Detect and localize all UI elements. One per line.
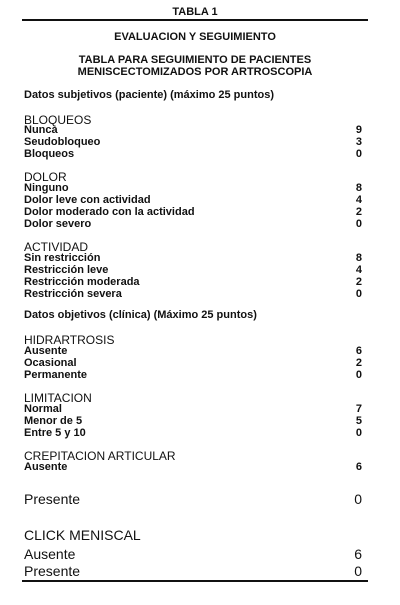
bottom-rule: [22, 580, 368, 582]
limitacion-title: LIMITACION: [24, 391, 92, 405]
crepitacion-row-label: Presente: [24, 491, 81, 507]
hidrartrosis-row-label: Permanente: [24, 369, 87, 381]
limitacion-row-value: 0: [355, 427, 362, 439]
crepitacion-row-label: Ausente: [24, 461, 68, 473]
dolor-row-value: 2: [355, 206, 362, 218]
limitacion-row-value: 5: [355, 415, 362, 427]
hidrartrosis-row-value: 6: [355, 345, 362, 357]
table-label: TABLA 1: [172, 6, 218, 18]
actividad-row-label: Restricción leve: [24, 264, 109, 276]
actividad-title: ACTIVIDAD: [24, 240, 89, 254]
limitacion-row-label: Menor de 5: [24, 415, 83, 427]
actividad-row-label: Restricción severa: [24, 288, 122, 300]
table-heading: EVALUACION Y SEGUIMIENTO: [114, 31, 276, 43]
click-title: CLICK MENISCAL: [24, 527, 141, 543]
dolor-row-value: 8: [355, 182, 362, 194]
dolor-row-label: Dolor severo: [24, 218, 92, 230]
limitacion-row-label: Entre 5 y 10: [24, 427, 86, 439]
actividad-row-value: 4: [355, 264, 362, 276]
bloqueos-row-value: 0: [355, 148, 362, 160]
actividad-row-label: Restricción moderada: [24, 276, 140, 288]
hidrartrosis-row-label: Ausente: [24, 345, 68, 357]
actividad-row-value: 2: [355, 276, 362, 288]
crepitacion-title: CREPITACION ARTICULAR: [24, 449, 176, 463]
table-subheading-2: MENISCECTOMIZADOS POR ARTROSCOPIA: [77, 66, 313, 78]
actividad-row-label: Sin restricción: [24, 252, 101, 264]
bloqueos-row-label: Nunca: [24, 124, 58, 136]
limitacion-row-label: Normal: [24, 403, 62, 415]
bloqueos-row-value: 3: [355, 136, 362, 148]
subjective-title: Datos subjetivos (paciente) (máximo 25 puntos): [24, 89, 274, 101]
dolor-title: DOLOR: [24, 170, 67, 184]
table-subheading-1: TABLA PARA SEGUIMIENTO DE PACIENTES: [78, 54, 312, 66]
objective-title: Datos objetivos (clínica) (Máximo 25 puntos): [24, 309, 257, 321]
click-row-value: 6: [354, 546, 362, 562]
actividad-row-value: 0: [355, 288, 362, 300]
dolor-row-label: Dolor leve con actividad: [24, 194, 151, 206]
click-row-label: Presente: [24, 563, 81, 579]
limitacion-row-value: 7: [355, 403, 362, 415]
crepitacion-row-value: 6: [355, 461, 362, 473]
crepitacion-row-value: 0: [354, 491, 362, 507]
actividad-row-value: 8: [355, 252, 362, 264]
hidrartrosis-row-value: 2: [355, 357, 362, 369]
dolor-row-label: Dolor moderado con la actividad: [24, 206, 195, 218]
dolor-row-value: 0: [355, 218, 362, 230]
hidrartrosis-row-label: Ocasional: [24, 357, 77, 369]
dolor-row-label: Ninguno: [24, 182, 69, 194]
bloqueos-row-value: 9: [355, 124, 362, 136]
click-row-label: Ausente: [24, 546, 76, 562]
dolor-row-value: 4: [355, 194, 362, 206]
bloqueos-row-label: Bloqueos: [24, 148, 75, 160]
click-row-value: 0: [354, 563, 362, 579]
hidrartrosis-title: HIDRARTROSIS: [24, 333, 115, 347]
bloqueos-row-label: Seudobloqueo: [24, 136, 101, 148]
top-rule: [22, 19, 368, 21]
hidrartrosis-row-value: 0: [355, 369, 362, 381]
bloqueos-title: BLOQUEOS: [24, 113, 92, 127]
